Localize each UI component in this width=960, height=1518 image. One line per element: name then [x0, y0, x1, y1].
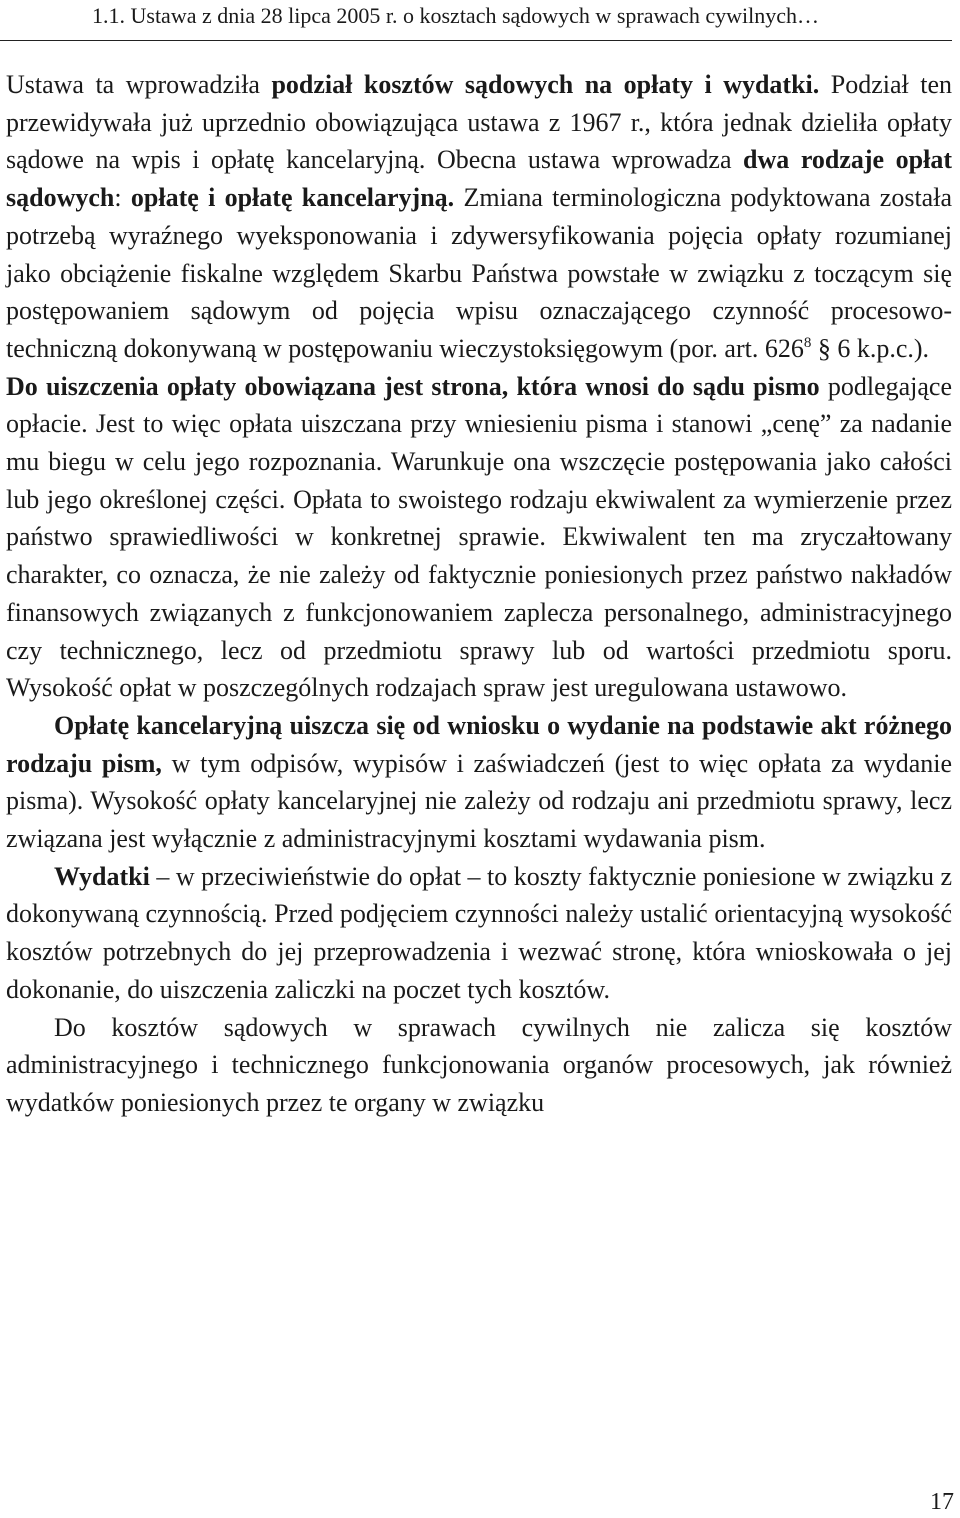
page-number: 17 [930, 1489, 954, 1515]
text-run: Ustawa ta wprowadziła [6, 70, 272, 99]
bold-run: opłatę i opłatę kancelaryjną. [130, 183, 455, 213]
text-run: Zmiana terminologiczna podyktowana została potrzebą wyraźnego wyeksponowania i zdywersyfikowania pojęcia opłaty rozumianej jako obciążenie fiskalne względem Skarbu Państwa powstałe w związku z toczącym się postępowaniem sądowym od pojęcia wpisu oznaczającego czynność procesowo-techniczną dokonywaną w postępowaniu wieczystoksięgowym (por. art. 626 [6, 183, 952, 363]
text-run: Do kosztów sądowych w sprawach cywilnych nie zalicza się kosztów administracyjnego i technicznego funkcjonowania organów procesowych, jak również wydatków poniesionych przez te organy w związku [6, 1012, 952, 1117]
bold-run: dwa rodzaje opłat sądowych [6, 145, 952, 213]
bold-run: Opłatę kancelaryjną uiszcza się od wniosku o wydanie na podstawie akt różnego rodzaju pism, [6, 710, 952, 778]
text-run: Podział ten przewidywała już uprzednio obowiązująca ustawa z 1967 r., która jednak dzieliła opłaty sądowe na wpis i opłatę kancelaryjną. Obecna ustawa wprowadza [6, 70, 952, 175]
running-header [0, 0, 952, 41]
paragraph-1 [6, 66, 952, 368]
text-run: – w przeciwieństwie do opłat – to koszty faktycznie poniesione w związku z dokonywaną czynnością. Przed podjęciem czynności należy ustalić orientacyjną wysokość kosztów potrzebnych do jej przeprowadzenia i wezwać stronę, która wnioskowała o jej dokonanie, do uiszczenia zaliczki na poczet tych kosztów. [6, 861, 952, 1004]
bold-run: Do uiszczenia opłaty obowiązana jest strona, która wnosi do sądu pismo [6, 371, 820, 401]
paragraph-3 [6, 707, 952, 858]
bold-run: Wydatki [54, 861, 150, 891]
text-run: § 6 k.p.c.). [811, 333, 930, 363]
body-text [6, 66, 952, 1122]
superscript-run: 8 [803, 334, 812, 351]
running-header-title: 1.1. Ustawa z dnia 28 lipca 2005 r. o kosztach sądowych w sprawach cywilnych… [92, 3, 820, 28]
paragraph-2 [6, 368, 952, 707]
text-run: w tym odpisów, wypisów i zaświadczeń (jest to więc opłata za wydanie pisma). Wysokość opłaty kancelaryjnej nie zależy od rodzaju ani przedmiotu sprawy, lecz związana jest wyłącznie z administracyjnymi kosztami wydawania pism. [6, 748, 953, 854]
text-run: podlegające opłacie. Jest to więc opłata uiszczana przy wniesieniu pisma i stanowi „cenę” za nadanie mu biegu w celu jego rozpoznania. Warunkuje ona wszczęcie postępowania jako całości lub jego określonej części. Opłata to swoistego rodzaju ekwiwalent za wymierzenie przez państwo sprawiedliwości w konkretnej sprawie. Ekwiwalent ten ma zryczałtowany charakter, co oznacza, że nie zależy od faktycznie poniesionych przez państwo nakładów finansowych związanych z funkcjonowaniem zaplecza personalnego, administracyjnego czy technicznego, lecz od przedmiotu sprawy lub od wartości przedmiotu sporu. Wysokość opłat w poszczególnych rodzajach spraw jest uregulowana ustawowo. [6, 371, 952, 703]
bold-run: podział kosztów sądowych na opłaty i wydatki. [271, 70, 820, 99]
paragraph-4 [6, 858, 952, 1009]
paragraph-5 [6, 1009, 952, 1122]
text-run: : [114, 183, 131, 213]
